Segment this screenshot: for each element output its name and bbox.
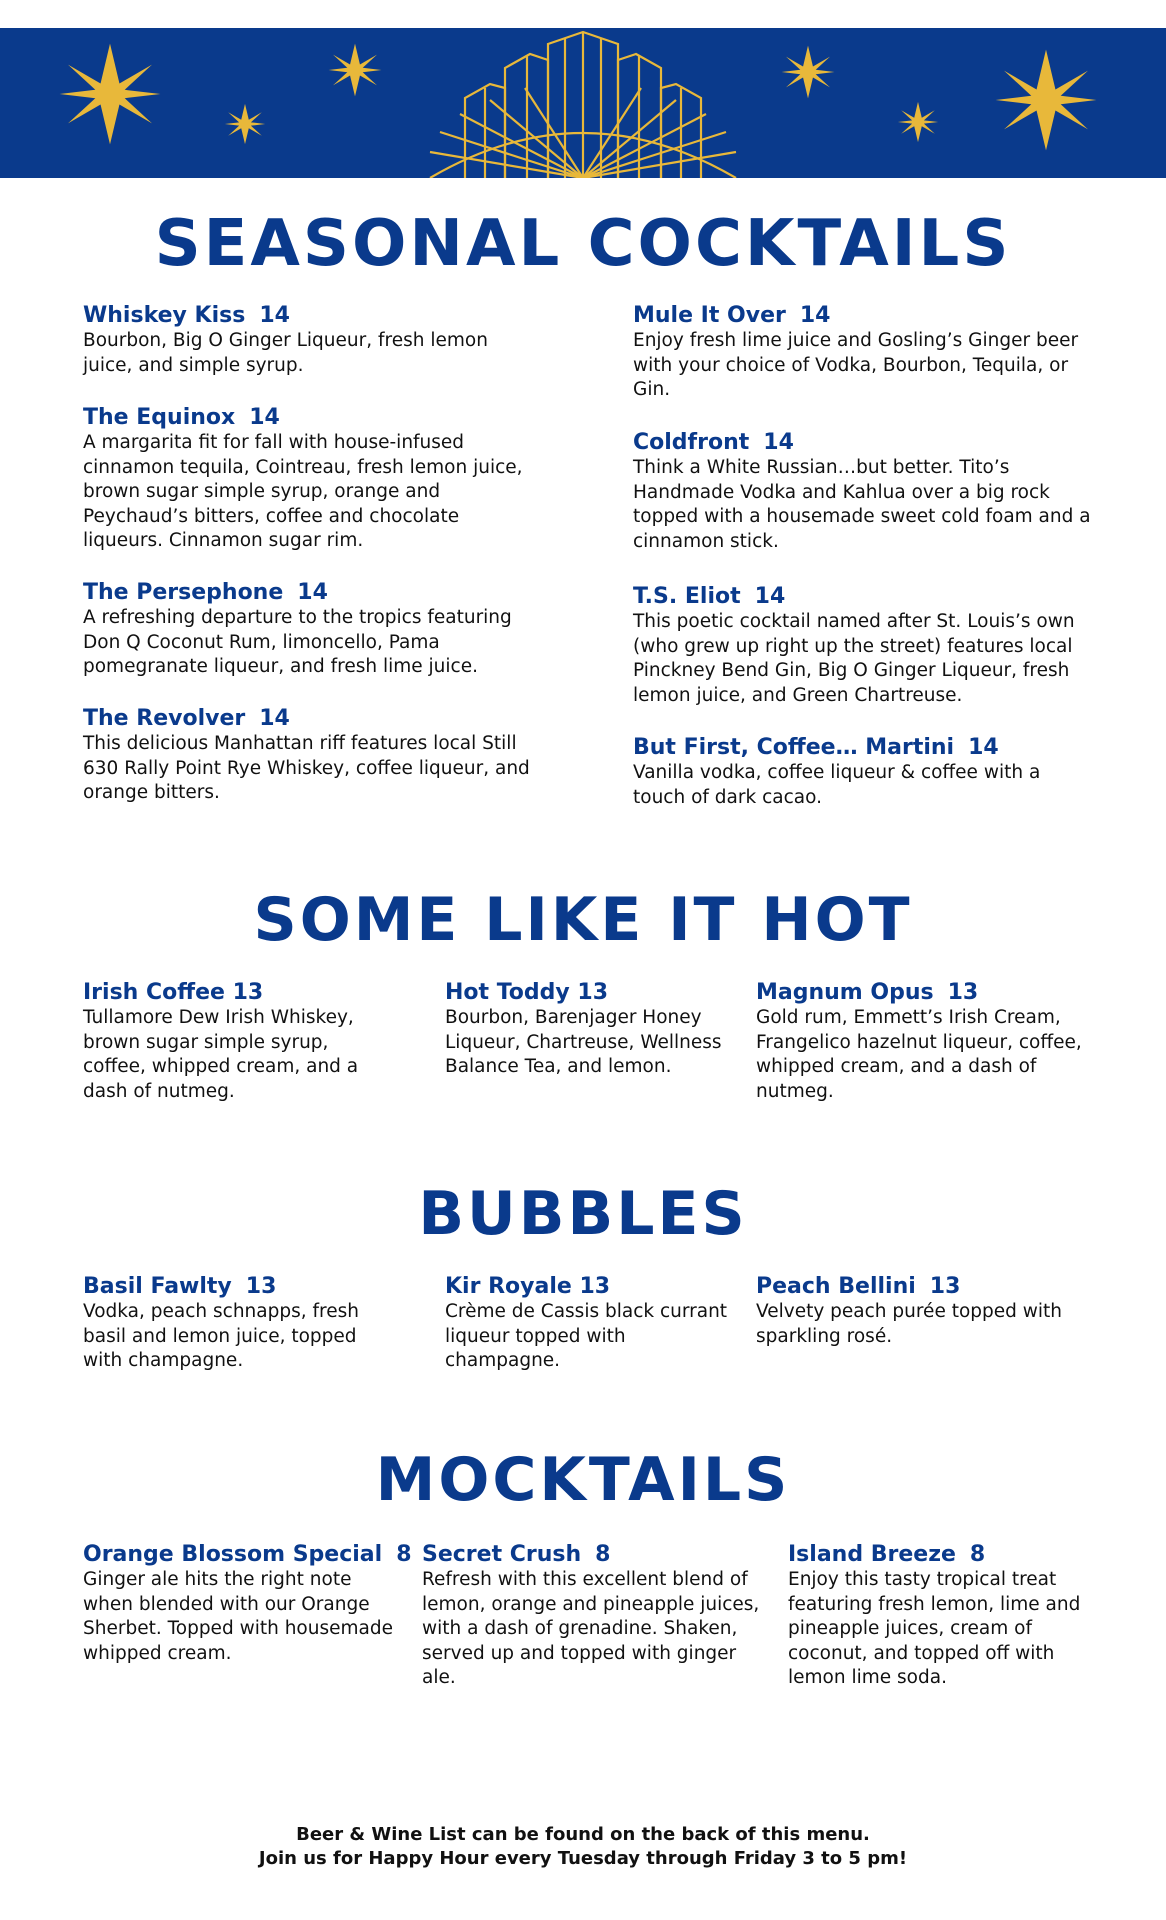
menu-item [445,1274,735,1374]
menu-item [83,303,543,378]
item-price: 13 [947,980,979,1005]
item-name: Orange Blossom Special [83,1542,383,1567]
menu-item [83,980,383,1104]
item-price: 14 [754,584,786,609]
item-description: Bourbon, Barenjager Honey Liqueur, Chartreuse, Wellness Balance Tea, and lemon. [445,1007,722,1077]
section-title-seasonal: SEASONAL COCKTAILS [154,207,1012,281]
menu-item [445,980,735,1080]
item-name: But First, Coffee… Martini [633,735,955,760]
menu-item [633,303,1093,403]
item-description: This poetic cocktail named after St. Louis’s own (who grew up right up the street) features local Pinckney Bend Gin, Big O Ginger Liqueur, fresh lemon juice, and Green Chartreuse. [633,611,1075,706]
item-description: Vodka, peach schnapps, fresh basil and lemon juice, topped with champagne. [83,1301,359,1371]
item-description: Enjoy fresh lime juice and Gosling’s Ginger beer with your choice of Vodka, Bourbon, Tequila, or Gin. [633,330,1079,400]
item-description: Velvety peach purée topped with sparkling rosé. [756,1301,1063,1347]
item-name: The Equinox [83,405,236,430]
item-name: Peach Bellini [756,1274,916,1299]
menu-item [633,735,1093,810]
item-description: A refreshing departure to the tropics featuring Don Q Coconut Rum, limoncello, Pama pomegranate liqueur, and fresh lime juice. [83,607,512,677]
sunburst-icon [430,32,736,178]
menu-item [633,430,1093,554]
item-name: T.S. Eliot [633,584,741,609]
star-icon [898,102,938,142]
menu-item [756,980,1096,1104]
star-icon [329,44,382,97]
item-description: Tullamore Dew Irish Whiskey, brown sugar simple syrup, coffee, whipped cream, and a dash of nutmeg. [83,1007,359,1102]
item-description: Enjoy this tasty tropical treat featuring fresh lemon, lime and pineapple juices, cream of coconut, and topped off with lemon lime soda. [788,1569,1081,1688]
item-description: Vanilla vodka, coffee liqueur & coffee with a touch of dark cacao. [633,762,1041,808]
item-name: Secret Crush [422,1542,582,1567]
item-description: This delicious Manhattan riff features local Still 630 Rally Point Rye Whiskey, coffee liqueur, and orange bitters. [83,733,530,803]
menu-item [83,1274,383,1374]
item-description: Gold rum, Emmett’s Irish Cream, Frangelico hazelnut liqueur, coffee, whipped cream, and a dash of nutmeg. [756,1007,1082,1102]
footer-line-happy-hour: Join us for Happy Hour every Tuesday through Friday 3 to 5 pm! [258,1848,908,1869]
item-name: Whiskey Kiss [83,303,246,328]
menu-item [633,584,1093,708]
item-price: 14 [259,303,290,328]
item-price: 14 [763,430,794,455]
item-price: 8 [396,1542,412,1567]
item-name: The Persephone [83,580,284,605]
item-price: 13 [245,1274,277,1299]
menu-item [756,1274,1096,1349]
section-title-hot: SOME LIKE IT HOT [253,885,913,955]
item-name: Magnum Opus [756,980,934,1005]
item-name: Irish Coffee 13 [83,980,264,1005]
item-description: Think a White Russian…but better. Tito’s Handmade Vodka and Kahlua over a big rock topped with a housemade sweet cold foam and a cinnamon stick. [633,457,1091,552]
star-icon [225,104,265,144]
item-description: Crème de Cassis black currant liqueur topped with champagne. [445,1301,728,1371]
item-price: 14 [297,580,328,605]
item-price: 14 [259,706,290,731]
item-price: 14 [249,405,280,430]
footer-note [0,1823,1166,1871]
item-name: Hot Toddy 13 [445,980,609,1005]
item-description: A margarita fit for fall with house-infused cinnamon tequila, Cointreau, fresh lemon juice, brown sugar simple syrup, orange and Peychaud’s bitters, coffee and chocolate liqueurs. Cinnamon sugar rim. [83,432,523,551]
star-icon [782,46,835,99]
item-price: 14 [968,735,999,760]
menu-item [788,1542,1098,1691]
menu-item [83,1542,412,1666]
header-banner [0,28,1166,178]
menu-item [83,706,543,806]
item-price: 8 [595,1542,611,1567]
item-name: The Revolver [83,706,246,731]
star-icon [996,50,1097,151]
item-price: 13 [929,1274,961,1299]
item-name: Island Breeze [788,1542,956,1567]
item-name: Basil Fawlty [83,1274,232,1299]
footer-line-beer-wine: Beer & Wine List can be found on the back of this menu. [296,1824,870,1845]
item-price: 8 [969,1542,986,1567]
section-title-mocktails: MOCKTAILS [375,1445,791,1515]
section-title-bubbles: BUBBLES [418,1179,748,1249]
menu-item [422,1542,762,1691]
art-deco-sunburst-icon [0,28,1166,178]
item-description: Bourbon, Big O Ginger Liqueur, fresh lemon juice, and simple syrup. [83,330,488,376]
item-description: Refresh with this excellent blend of lemon, orange and pineapple juices, with a dash of grenadine. Shaken, served up and topped with ginger ale. [422,1569,760,1688]
item-description: Ginger ale hits the right note when blended with our Orange Sherbet. Topped with housemade whipped cream. [83,1569,393,1664]
star-icon [60,44,161,145]
item-price: 14 [799,303,831,328]
item-name: Coldfront [633,430,750,455]
menu-item [83,405,543,554]
item-name: Mule It Over [633,303,786,328]
menu-item [83,580,543,680]
item-name: Kir Royale 13 [445,1274,611,1299]
